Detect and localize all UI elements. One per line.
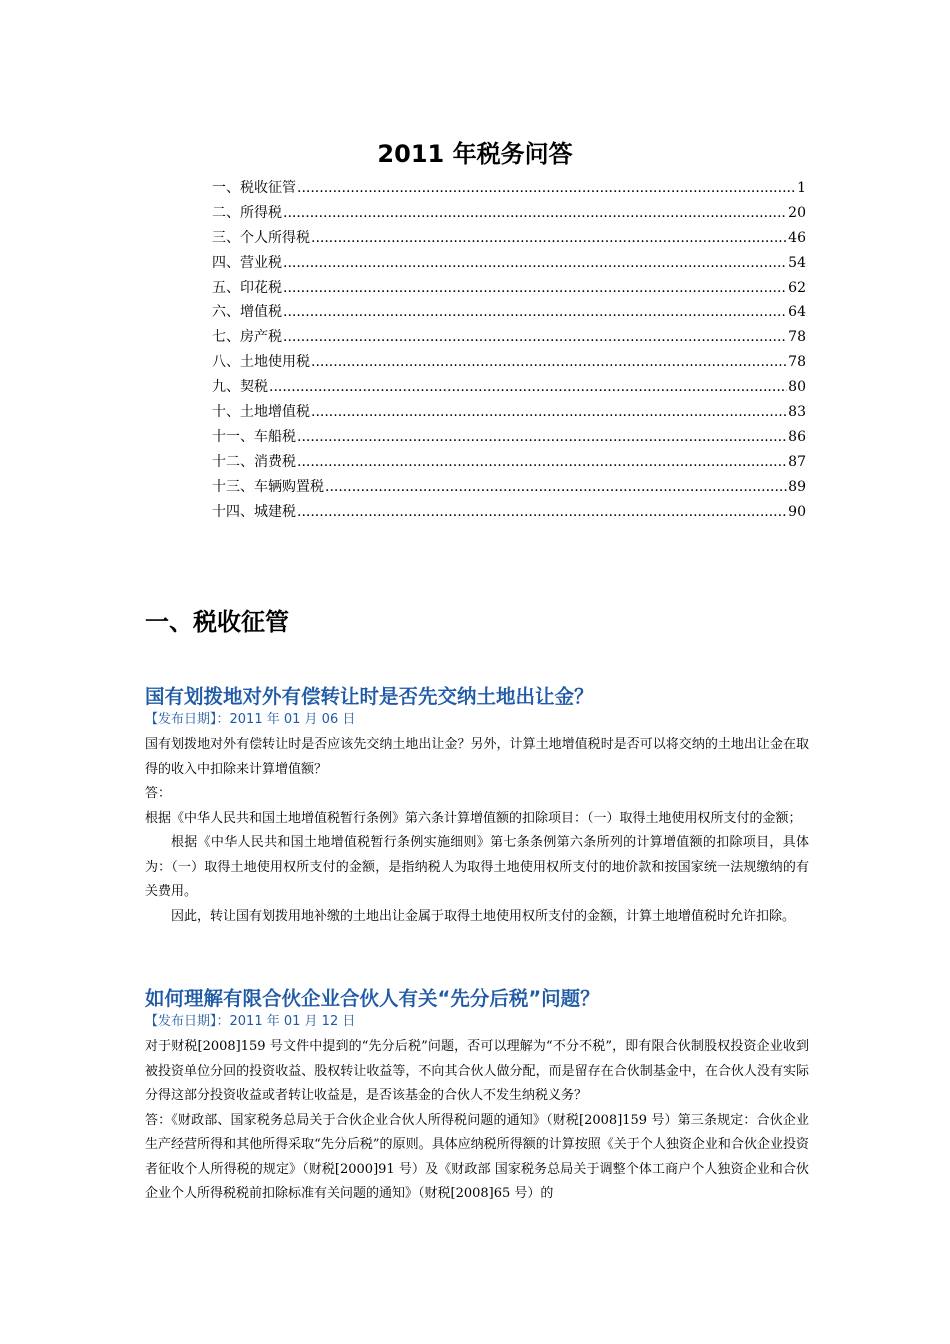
answer-label: 答： bbox=[145, 786, 172, 801]
article-paragraph: 根据《中华人民共和国土地增值税暂行条例实施细则》第七条条例第六条所列的计算增值额的扣除项目，具体为：（一）取得土地使用权所支付的金额，是指纳税人为取得土地使用权所支付的地价款和按国家统一法规缴纳的有关费用。 bbox=[145, 835, 809, 899]
toc-entry[interactable] bbox=[212, 400, 806, 425]
toc-entry-page: 78 bbox=[788, 329, 806, 346]
publish-date-label: 【发布日期】： bbox=[145, 712, 230, 727]
toc-leader-dots bbox=[283, 276, 787, 301]
article-paragraph: 因此，转让国有划拨用地补缴的土地出让金属于取得土地使用权所支付的金额，计算土地增值税时允许扣除。 bbox=[171, 908, 796, 924]
document-title: 2011 年税务问答 bbox=[377, 140, 573, 168]
toc-entry-page: 78 bbox=[788, 354, 806, 371]
toc-entry-label: 四、营业税 bbox=[212, 254, 282, 271]
article-paragraph: 答：《财政部、国家税务总局关于合伙企业合伙人所得税问题的通知》（财税[2008]159 号）第三条规定：合伙企业生产经营所得和其他所得采取“先分后税”的原则。具体应纳税所得额的计算按照《关于个人独资企业和合伙企业投资者征收个人所得税的规定》（财税[2000]91 号）及《财政部 国家税务总局关于调整个体工商户个人独资企业和合伙企业个人所得税税前扣除标准有关问题的通知》（财税[2008]65 号）的 bbox=[145, 1112, 809, 1201]
toc-entry[interactable] bbox=[212, 375, 806, 400]
toc-leader-dots bbox=[283, 201, 787, 226]
toc-entry[interactable] bbox=[212, 201, 806, 226]
toc-entry-label: 十三、车辆购置税 bbox=[212, 478, 324, 495]
toc-leader-dots bbox=[297, 450, 787, 475]
toc-entry-page: 83 bbox=[788, 404, 806, 421]
toc-entry[interactable] bbox=[212, 450, 806, 475]
toc-entry[interactable] bbox=[212, 325, 806, 350]
toc-entry[interactable] bbox=[212, 350, 806, 375]
toc-entry[interactable] bbox=[212, 300, 806, 325]
toc-leader-dots bbox=[283, 300, 787, 325]
publish-date-value: 2011 年 01 月 06 日 bbox=[229, 712, 356, 727]
toc-entry-label: 八、土地使用税 bbox=[212, 354, 310, 371]
toc-entry-label: 三、个人所得税 bbox=[212, 229, 310, 246]
article-title: 如何理解有限合伙企业合伙人有关“先分后税”问题？ bbox=[145, 987, 600, 1010]
toc-entry-page: 86 bbox=[788, 428, 806, 445]
toc-entry-label: 五、印花税 bbox=[212, 279, 282, 296]
toc-entry-page: 89 bbox=[788, 478, 806, 495]
toc-entry-label: 十四、城建税 bbox=[212, 503, 296, 520]
article-paragraph: 根据《中华人民共和国土地增值税暂行条例》第六条计算增值额的扣除项目：（一）取得土地使用权所支付的金额； bbox=[145, 810, 802, 826]
toc-leader-dots bbox=[311, 350, 787, 375]
table-of-contents bbox=[212, 176, 806, 524]
toc-entry-page: 87 bbox=[788, 453, 806, 470]
toc-entry-page: 20 bbox=[788, 204, 806, 221]
toc-entry-page: 46 bbox=[788, 229, 806, 246]
toc-leader-dots bbox=[311, 400, 787, 425]
toc-leader-dots bbox=[297, 500, 787, 525]
toc-entry-page: 1 bbox=[797, 180, 806, 196]
toc-entry[interactable] bbox=[212, 176, 806, 201]
article bbox=[145, 683, 809, 929]
publish-date bbox=[145, 711, 809, 729]
toc-entry[interactable] bbox=[212, 425, 806, 450]
toc-entry-page: 80 bbox=[788, 379, 806, 396]
toc-leader-dots bbox=[297, 176, 796, 201]
article-paragraph: 国有划拨地对外有偿转让时是否应该先交纳土地出让金？另外，计算土地增值税时是否可以将交纳的土地出让金在取得的收入中扣除来计算增值额？ bbox=[145, 737, 809, 777]
toc-entry-label: 七、房产税 bbox=[212, 329, 282, 346]
toc-leader-dots bbox=[269, 375, 787, 400]
toc-entry[interactable] bbox=[212, 500, 806, 525]
toc-entry-page: 62 bbox=[788, 279, 806, 296]
toc-leader-dots bbox=[311, 226, 787, 251]
toc-entry[interactable] bbox=[212, 226, 806, 251]
toc-entry-page: 90 bbox=[788, 503, 806, 520]
toc-entry-label: 十二、消费税 bbox=[212, 453, 296, 470]
toc-entry-label: 十、土地增值税 bbox=[212, 404, 310, 421]
toc-entry[interactable] bbox=[212, 276, 806, 301]
toc-leader-dots bbox=[283, 325, 787, 350]
publish-date bbox=[145, 1013, 809, 1031]
article bbox=[145, 985, 809, 1207]
article-paragraph: 对于财税[2008]159 号文件中提到的“先分后税”问题，否可以理解为“不分不税”，即有限合伙制股权投资企业收到被投资单位分回的投资收益、股权转让收益等，不向其合伙人做分配，而是留存在合伙制基金中，在合伙人没有实际分得这部分投资收益或者转让收益是，是否该基金的合伙人不发生纳税义务？ bbox=[145, 1039, 809, 1103]
toc-entry-label: 六、增值税 bbox=[212, 304, 282, 321]
toc-entry-page: 64 bbox=[788, 304, 806, 321]
toc-entry-label: 九、契税 bbox=[212, 379, 268, 396]
toc-entry[interactable] bbox=[212, 251, 806, 276]
toc-entry-page: 54 bbox=[788, 254, 806, 271]
toc-entry-label: 一、税收征管 bbox=[212, 180, 296, 196]
publish-date-label: 【发布日期】： bbox=[145, 1014, 230, 1029]
toc-leader-dots bbox=[283, 251, 787, 276]
toc-entry-label: 十一、车船税 bbox=[212, 428, 296, 445]
publish-date-value: 2011 年 01 月 12 日 bbox=[229, 1014, 356, 1029]
toc-entry-label: 二、所得税 bbox=[212, 204, 282, 221]
toc-leader-dots bbox=[325, 475, 787, 500]
section-heading: 一、税收征管 bbox=[145, 608, 289, 636]
toc-entry[interactable] bbox=[212, 475, 806, 500]
toc-leader-dots bbox=[297, 425, 787, 450]
article-title: 国有划拨地对外有偿转让时是否先交纳土地出让金？ bbox=[145, 685, 594, 708]
